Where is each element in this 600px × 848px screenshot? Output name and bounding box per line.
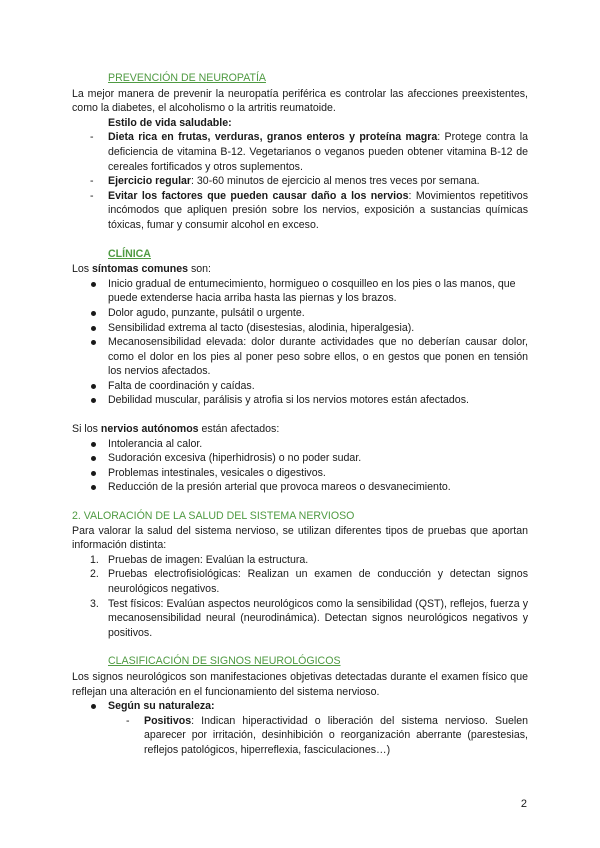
clasificacion-intro: Los signos neurológicos son manifestaciones objetivas detectadas durante el examen físico que reflejan una alteración en el funcionamiento del sistema nervioso. <box>72 670 528 698</box>
bullet-icon <box>91 704 96 709</box>
list-item: Problemas intestinales, vesicales o digestivos. <box>108 466 528 481</box>
autonomos-intro: Si los nervios autónomos están afectados: <box>72 423 280 436</box>
list-item: - Positivos: Indican hiperactividad o liberación del sistema nervioso. Suelen aparecer por irritación, desinhibición o reorganización aberrante (parestesias, reflejos patológicos, hiperreflexia, fasciculaciones…) <box>126 714 528 756</box>
bullet-icon <box>91 326 96 331</box>
bullet-icon <box>91 456 96 461</box>
list-item: Debilidad muscular, parálisis y atrofia si los nervios motores están afectados. <box>108 393 528 408</box>
positivos-list <box>72 714 528 758</box>
bullet-icon <box>91 442 96 447</box>
bullet-icon <box>91 282 96 287</box>
prevencion-intro: La mejor manera de prevenir la neuropatía periférica es controlar las afecciones preexistentes, como la diabetes, el alcoholismo o la artritis reumatoide. <box>72 87 528 115</box>
list-item: - Evitar los factores que pueden causar daño a los nervios: Movimientos repetitivos incómodos que apliquen presión sobre los nervios, exposición a sustancias químicas tóxicas, fumar y consumir alcohol en exceso. <box>90 189 528 231</box>
estilo-vida-label: Estilo de vida saludable: <box>108 116 232 129</box>
sintomas-list <box>72 277 528 408</box>
list-item: Mecanosensibilidad elevada: dolor durante actividades que no deberían causar dolor, como el dolor en los pies al poner peso sobre ellos, o en gestos que ponen en tensión los nervios afectados. <box>108 335 528 379</box>
pruebas-list <box>72 553 528 641</box>
page-number: 2 <box>520 798 527 810</box>
bullet-icon <box>91 384 96 389</box>
list-item: 1. Pruebas de imagen: Evalúan la estructura. <box>90 553 309 566</box>
list-item: Inicio gradual de entumecimiento, hormigueo o cosquilleo en los pies o las manos, que puede extenderse hacia arriba hasta las piernas y los brazos. <box>108 277 528 306</box>
bullet-icon <box>91 485 96 490</box>
list-item: - Ejercicio regular: 30-60 minutos de ejercicio al menos tres veces por semana. <box>90 175 480 188</box>
list-item: - Dieta rica en frutas, verduras, granos enteros y proteína magra: Protege contra la deficiencia de vitamina B-12. Vegetarianos o veganos pueden obtener vitamina B-12 de cereales fortificados y otros suplementos. <box>90 131 528 173</box>
list-item: Según su naturaleza: <box>108 699 528 714</box>
section-heading-valoracion: 2. VALORACIÓN DE LA SALUD DEL SISTEMA NERVIOSO <box>72 510 355 523</box>
list-item: 2. Pruebas electrofisiológicas: Realizan un examen de conducción y detectan signos neurológicos negativos. <box>90 568 528 595</box>
clinica-intro: Los síntomas comunes son: <box>72 263 211 276</box>
list-item: 3. Test físicos: Evalúan aspectos neurológicos como la sensibilidad (QST), reflejos, fuerza y mecanosensibilidad neural (neurodinámica). Detectan signos neurológicos negativos y positivos. <box>90 597 528 639</box>
bullet-icon <box>91 471 96 476</box>
list-item: Falta de coordinación y caídas. <box>108 379 528 394</box>
bullet-icon <box>91 398 96 403</box>
section-heading-prevencion: PREVENCIÓN DE NEUROPATÍA <box>108 72 266 84</box>
prevencion-list <box>72 130 528 232</box>
bullet-icon <box>91 340 96 345</box>
section-heading-clasificacion: CLASIFICACIÓN DE SIGNOS NEUROLÓGICOS <box>108 655 341 668</box>
list-item: Reducción de la presión arterial que provoca mareos o desvanecimiento. <box>108 480 528 495</box>
autonomos-list <box>72 437 528 495</box>
bullet-icon <box>91 311 96 316</box>
list-item: Sensibilidad extrema al tacto (disestesias, alodinia, hiperalgesia). <box>108 321 528 336</box>
page-content <box>72 71 528 758</box>
section-heading-clinica: CLÍNICA <box>108 247 151 260</box>
list-item: Intolerancia al calor. <box>108 437 528 452</box>
naturaleza-list <box>72 699 528 714</box>
valoracion-intro: Para valorar la salud del sistema nervioso, se utilizan diferentes tipos de pruebas que aportan información distinta: <box>72 524 528 552</box>
list-item: Dolor agudo, punzante, pulsátil o urgente. <box>108 306 528 321</box>
list-item: Sudoración excesiva (hiperhidrosis) o no poder sudar. <box>108 451 528 466</box>
